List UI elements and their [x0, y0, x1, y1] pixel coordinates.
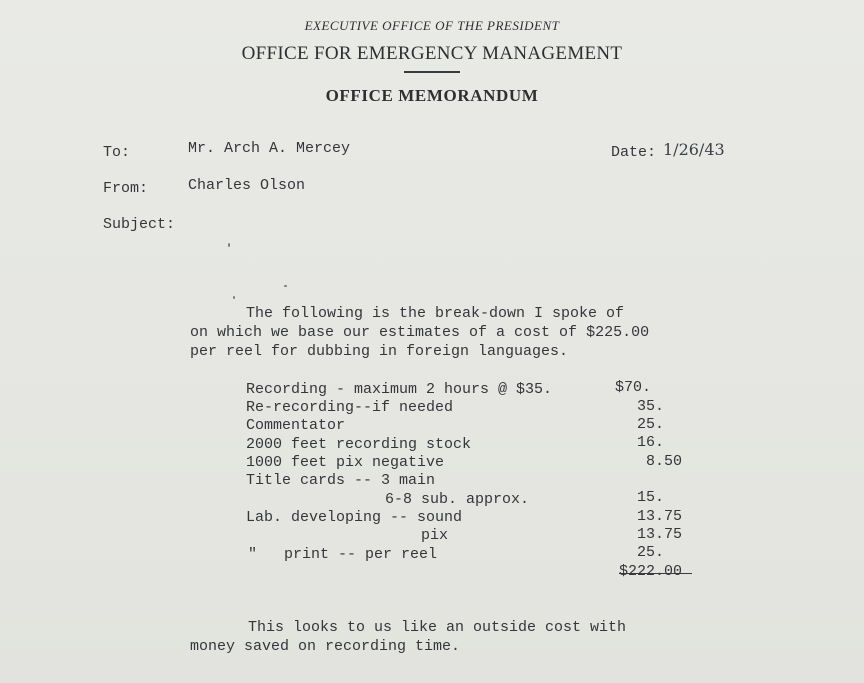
paper-speck [284, 285, 287, 287]
line-item-label: 2000 feet recording stock [246, 436, 472, 453]
line-item-label: 1000 feet pix negative [246, 454, 445, 471]
executive-office-heading: EXECUTIVE OFFICE OF THE PRESIDENT [304, 18, 560, 33]
line-item-amount: 25. [637, 544, 665, 561]
line-item-amount: 13.75 [637, 508, 683, 525]
line-item-label: Commentator [246, 417, 346, 434]
office-heading: OFFICE FOR EMERGENCY MANAGEMENT [241, 43, 623, 64]
intro-line: on which we base our estimates of a cost of $225.00 [190, 324, 650, 341]
line-item-label: 6-8 sub. approx. [385, 491, 530, 508]
line-item-label: " print -- per reel [248, 546, 438, 563]
line-item-amount: $70. [615, 379, 652, 396]
closing-line: This looks to us like an outside cost with [248, 619, 627, 636]
date-label: Date: [611, 144, 657, 161]
line-item-amount: 16. [637, 434, 665, 451]
paper-speck [233, 296, 235, 299]
from-label: From: [103, 180, 149, 197]
to-label: To: [103, 144, 131, 161]
line-item-amount: 25. [637, 416, 665, 433]
line-item-label: Lab. developing -- sound [246, 509, 463, 526]
line-item-amount: 35. [637, 398, 665, 415]
memo-title: OFFICE MEMORANDUM [325, 86, 539, 105]
total-amount: $222.00 [619, 563, 683, 580]
intro-line: The following is the break-down I spoke of [246, 305, 625, 322]
from-value: Charles Olson [188, 177, 306, 194]
line-item-amount: 13.75 [637, 526, 683, 543]
heading-rule [404, 71, 460, 73]
intro-line: per reel for dubbing in foreign languages. [190, 343, 569, 360]
line-item-label: pix [421, 527, 449, 544]
line-item-label: Re-recording--if needed [246, 399, 454, 416]
subject-label: Subject: [103, 216, 176, 233]
to-value: Mr. Arch A. Mercey [188, 140, 351, 157]
line-item-label: Recording - maximum 2 hours @ $35. [246, 381, 553, 398]
line-item-label: Title cards -- 3 main [246, 472, 436, 489]
line-item-amount: 8.50 [646, 453, 683, 470]
paper-speck [228, 243, 230, 247]
line-item-amount: 15. [637, 489, 665, 506]
date-value: 1/26/43 [663, 140, 725, 159]
closing-line: money saved on recording time. [190, 638, 461, 655]
